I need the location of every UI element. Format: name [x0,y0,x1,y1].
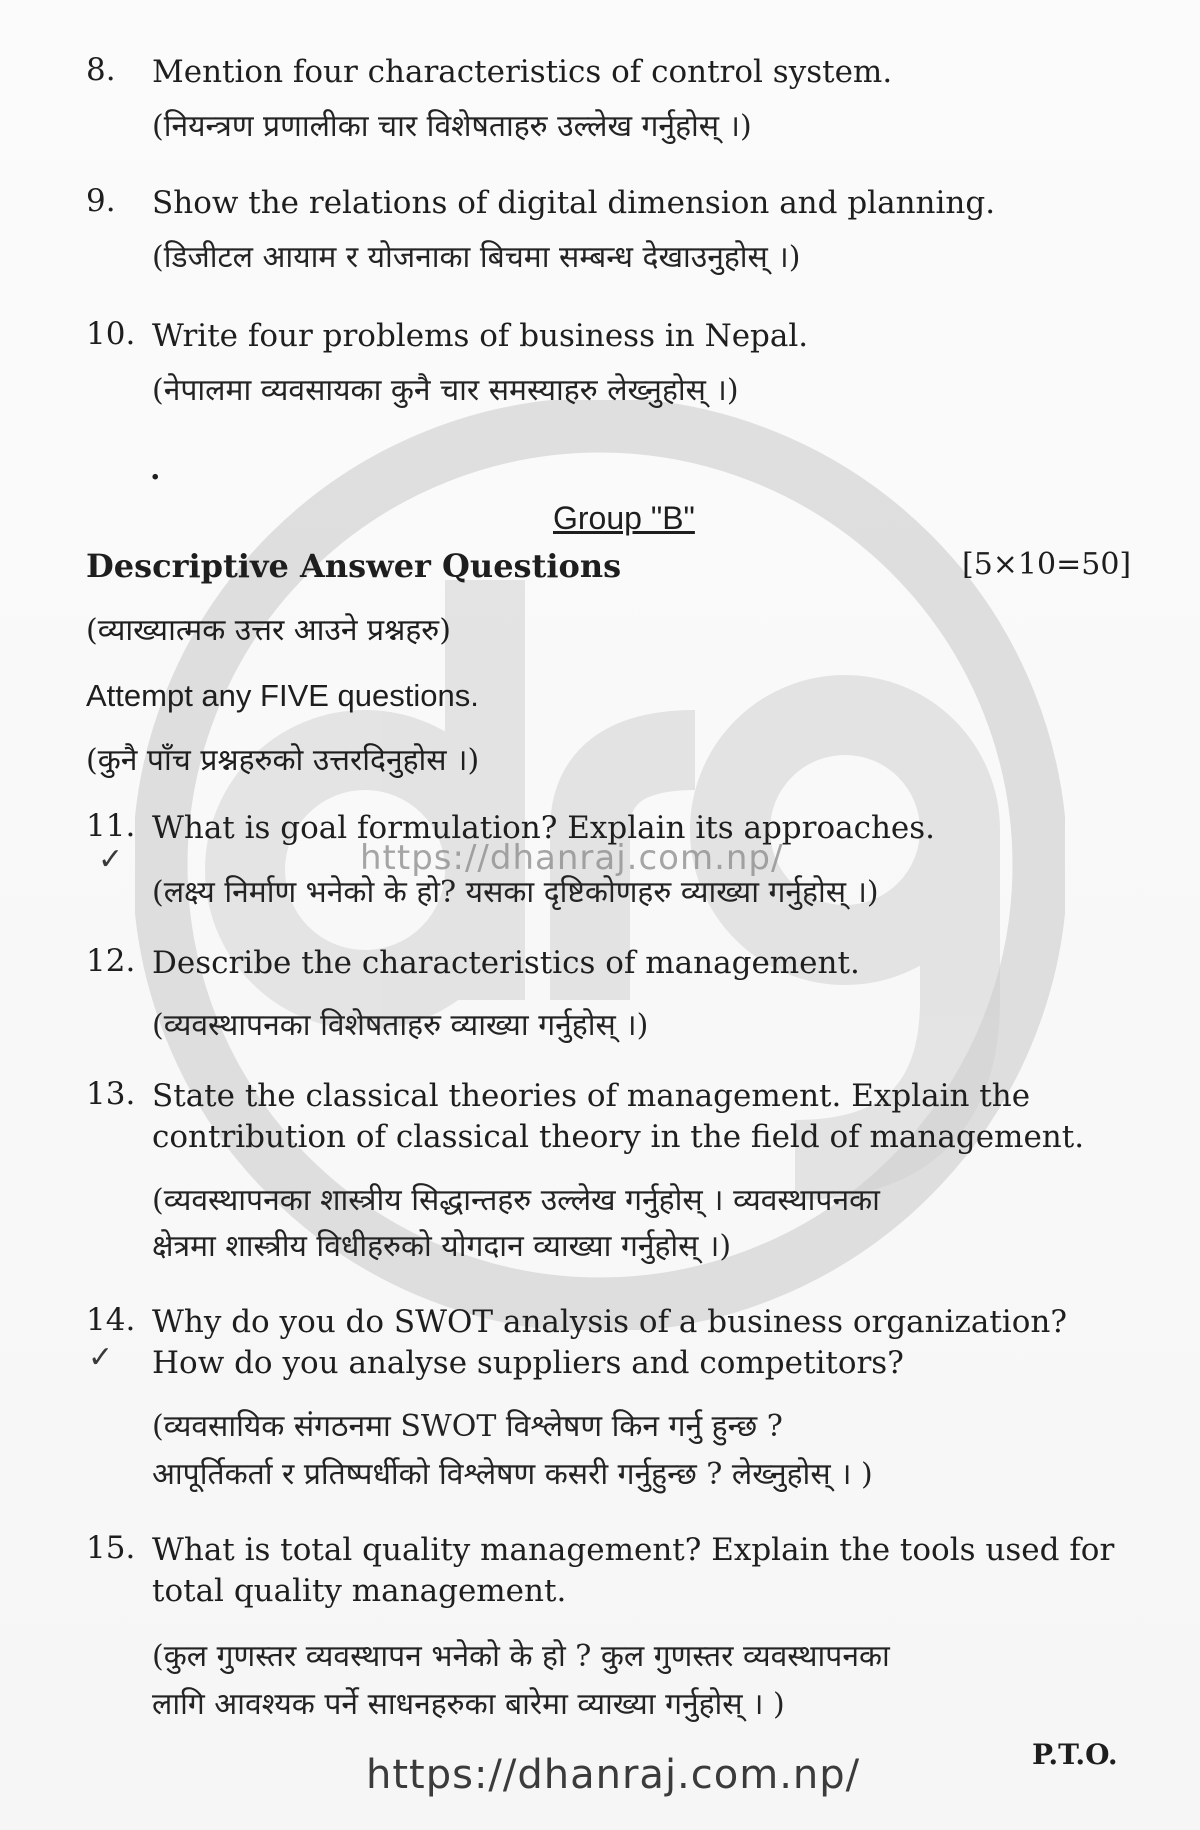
question-text: total quality management. [152,1573,567,1609]
section-heading-np: (व्याख्यात्मक उत्तर आउने प्रश्नहरु) [86,613,451,648]
question-text-np: क्षेत्रमा शास्त्रीय विधीहरुको योगदान व्याख्या गर्नुहोस् ।) [152,1229,732,1264]
question-text: How do you analyse suppliers and competitors? [152,1345,904,1381]
question-text-np: लागि आवश्यक पर्ने साधनहरुका बारेमा व्याख्या गर्नुहोस् । ) [152,1687,785,1722]
question-number: 12. [86,943,136,979]
question-number: 13. [86,1076,136,1112]
question-text: What is goal formulation? Explain its approaches. [152,810,936,846]
question-text: Write four problems of business in Nepal. [152,318,809,354]
question-text: State the classical theories of management. Explain the [152,1078,1031,1114]
watermark-url: https://dhanraj.com.np/ [360,838,784,878]
stray-mark: . [150,452,161,487]
question-text-np: (कुल गुणस्तर व्यवस्थापन भनेको के हो ? कुल गुणस्तर व्यवस्थापनका [152,1639,890,1674]
tick-mark: ✓ [88,1340,114,1375]
question-text-np: (नेपालमा व्यवसायका कुनै चार समस्याहरु लेख्नुहोस् ।) [152,373,739,408]
question-text-np: आपूर्तिकर्ता र प्रतिष्पर्धीको विश्लेषण कसरी गर्नुहुन्छ ? लेख्नुहोस् । ) [152,1457,873,1492]
footer-url: https://dhanraj.com.np/ [366,1752,861,1798]
question-number: 11. [86,808,136,844]
instruction-np: (कुनै पाँच प्रश्नहरुको उत्तरदिनुहोस ।) [86,743,480,778]
pto-label: P.T.O. [1032,1738,1118,1771]
question-text-np: (नियन्त्रण प्रणालीका चार विशेषताहरु उल्लेख गर्नुहोस् ।) [152,109,752,144]
question-text: What is total quality management? Explain the tools used for [152,1532,1115,1568]
question-text-np: (लक्ष्य निर्माण भनेको के हो? यसका दृष्टिकोणहरु व्याख्या गर्नुहोस् ।) [152,875,879,910]
question-number: 8. [86,52,116,88]
question-text-np: (व्यवस्थापनका शास्त्रीय सिद्धान्तहरु उल्लेख गर्नुहोस् । व्यवस्थापनका [152,1183,880,1218]
question-text: Show the relations of digital dimension and planning. [152,185,996,221]
question-number: 9. [86,183,116,219]
tick-mark: ✓ [98,842,124,877]
section-marks: [5×10=50] [962,547,1132,582]
question-text-np: (व्यवस्थापनका विशेषताहरु व्याख्या गर्नुहोस् ।) [152,1008,649,1043]
instruction: Attempt any FIVE questions. [86,678,479,713]
question-text-np: (डिजीटल आयाम र योजनाका बिचमा सम्बन्ध देखाउनुहोस् ।) [152,240,801,275]
question-text-np: (व्यवसायिक संगठनमा SWOT विश्लेषण किन गर्नु हुन्छ ? [152,1409,783,1444]
question-text: contribution of classical theory in the field of management. [152,1119,1085,1155]
group-b-title: Group "B" [553,500,695,536]
question-number: 14. [86,1302,136,1338]
question-text: Describe the characteristics of management. [152,945,860,981]
question-text: Mention four characteristics of control system. [152,54,893,90]
question-text: Why do you do SWOT analysis of a business organization? [152,1304,1067,1340]
section-heading: Descriptive Answer Questions [86,547,622,585]
question-number: 15. [86,1530,136,1566]
question-number: 10. [86,316,136,352]
